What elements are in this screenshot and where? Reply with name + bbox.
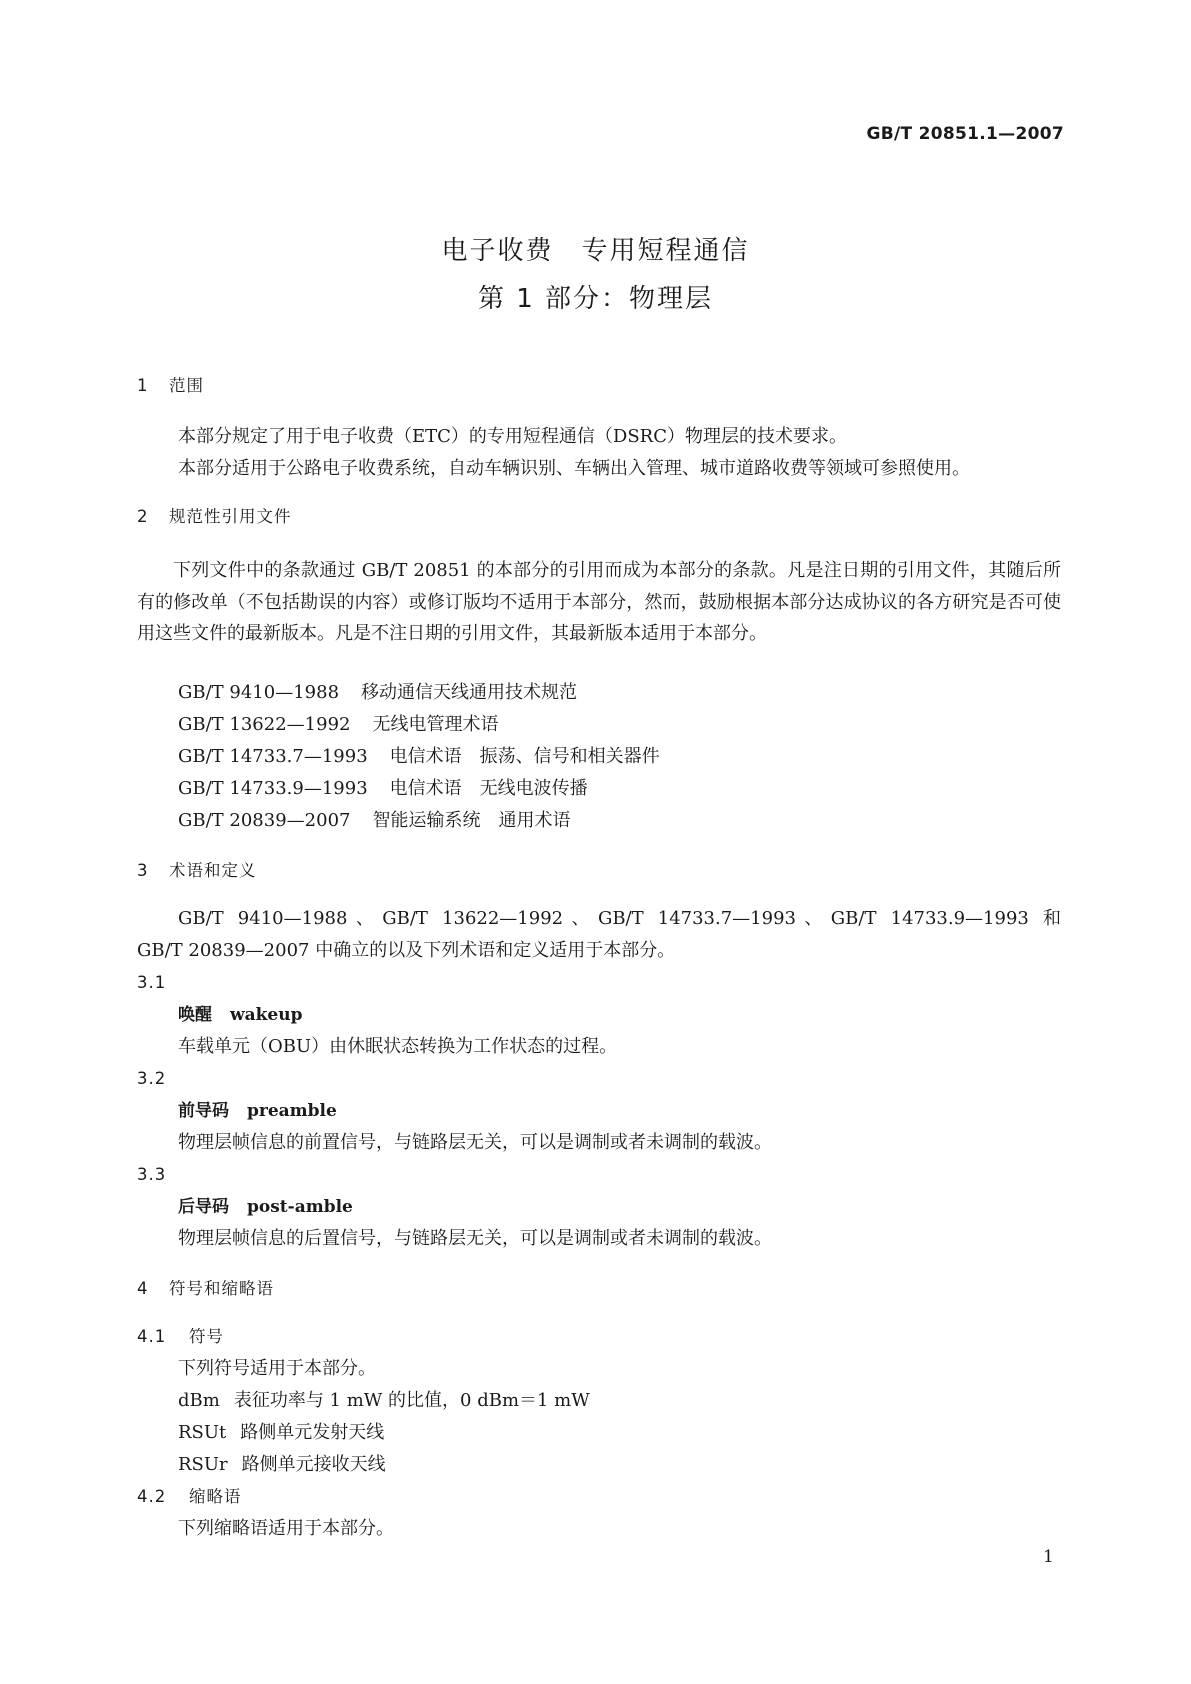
subsection-heading-symbols (137, 1325, 224, 1349)
standard-code: GB/T 20851.1—2007 (866, 124, 1064, 144)
term-number: 3.2 (137, 1069, 167, 1088)
symbol-item (178, 1389, 590, 1413)
section-number: 1 (137, 376, 149, 395)
symbol-item (178, 1453, 386, 1477)
section-title: 规范性引用文件 (169, 507, 292, 526)
document-title: 电子收费 专用短程通信 (441, 236, 750, 266)
term-en: post-amble (247, 1197, 353, 1217)
term-definition: 物理层帧信息的后置信号，与链路层无关，可以是调制或者未调制的载波。 (178, 1228, 772, 1249)
symbol: RSUt (178, 1422, 227, 1443)
reference-code: GB/T 14733.7—1993 (178, 746, 368, 767)
reference-title: 移动通信天线通用技术规范 (361, 682, 578, 703)
references-intro (137, 555, 1061, 650)
term-en: preamble (247, 1101, 337, 1121)
term-zh: 后导码 (178, 1197, 229, 1217)
section-heading-normative-references (137, 505, 292, 529)
paragraph: 下列缩略语适用于本部分。 (178, 1518, 394, 1539)
symbol-description: 路侧单元发射天线 (240, 1422, 385, 1443)
reference-code: GB/T 9410—1988 (178, 682, 340, 703)
section-number: 3 (137, 861, 149, 880)
page-number: 1 (1043, 1547, 1054, 1567)
reference-code: GB/T 20839—2007 (178, 810, 351, 831)
reference-code: GB/T 14733.9—1993 (178, 778, 368, 799)
subsection-number: 4.2 (137, 1487, 167, 1506)
term-zh: 唤醒 (178, 1005, 212, 1025)
section-number: 4 (137, 1279, 149, 1298)
term-number: 3.1 (137, 973, 167, 992)
term-name (178, 1003, 303, 1027)
term-name (178, 1099, 337, 1123)
symbol-item (178, 1421, 384, 1445)
symbol: RSUr (178, 1454, 228, 1475)
term-en: wakeup (230, 1005, 303, 1025)
subsection-heading-abbreviations (137, 1485, 242, 1509)
terms-intro-line: GB/T 20839—2007 中确立的以及下列术语和定义适用于本部分。 (137, 940, 676, 961)
symbol: dBm (178, 1390, 220, 1411)
section-title: 范围 (169, 376, 204, 395)
paragraph: 下列文件中的条款通过 GB/T 20851 的本部分的引用而成为本部分的条款。凡是注日期的引用文件，其随后所有的修改单（不包括勘误的内容）或修订版均不适用于本部分，然而，鼓励根据本部分达成协议的各方研究是否可使用这些文件的最新版本。凡是不注日期的引用文件，其最新版本适用于本部分。 (137, 560, 1061, 644)
section-heading-symbols-and-abbreviations (137, 1277, 274, 1301)
term-name (178, 1195, 353, 1219)
term-definition: 物理层帧信息的前置信号，与链路层无关，可以是调制或者未调制的载波。 (178, 1132, 772, 1153)
reference-title: 电信术语 振荡、信号和相关器件 (389, 746, 660, 767)
symbol-description: 路侧单元接收天线 (241, 1454, 386, 1475)
reference-item (178, 745, 660, 769)
terms-intro-line: GB/T 9410—1988、GB/T 13622—1992、GB/T 14733.7—1993、GB/T 14733.9—1993 和 (178, 908, 1061, 929)
section-heading-scope (137, 374, 204, 398)
reference-title: 电信术语 无线电波传播 (389, 778, 588, 799)
document-subtitle: 第 1 部分：物理层 (477, 284, 714, 314)
section-number: 2 (137, 507, 149, 526)
paragraph: 本部分规定了用于电子收费（ETC）的专用短程通信（DSRC）物理层的技术要求。 (178, 426, 848, 447)
subsection-title: 符号 (189, 1327, 224, 1346)
section-title: 术语和定义 (169, 861, 257, 880)
section-title: 符号和缩略语 (169, 1279, 274, 1298)
symbol-description: 表征功率与 1 mW 的比值，0 dBm＝1 mW (233, 1390, 590, 1411)
paragraph: 本部分适用于公路电子收费系统，自动车辆识别、车辆出入管理、城市道路收费等领域可参照使用。 (178, 458, 970, 479)
reference-item (178, 713, 498, 737)
reference-item (178, 777, 588, 801)
reference-item (178, 681, 577, 705)
section-heading-terms-and-definitions (137, 859, 257, 883)
term-definition: 车载单元（OBU）由休眠状态转换为工作状态的过程。 (178, 1036, 618, 1057)
term-zh: 前导码 (178, 1101, 229, 1121)
reference-title: 无线电管理术语 (372, 714, 499, 735)
paragraph: 下列符号适用于本部分。 (178, 1358, 376, 1379)
reference-item (178, 809, 570, 833)
reference-title: 智能运输系统 通用术语 (372, 810, 571, 831)
subsection-title: 缩略语 (189, 1487, 242, 1506)
term-number: 3.3 (137, 1165, 167, 1184)
subsection-number: 4.1 (137, 1327, 167, 1346)
reference-code: GB/T 13622—1992 (178, 714, 351, 735)
